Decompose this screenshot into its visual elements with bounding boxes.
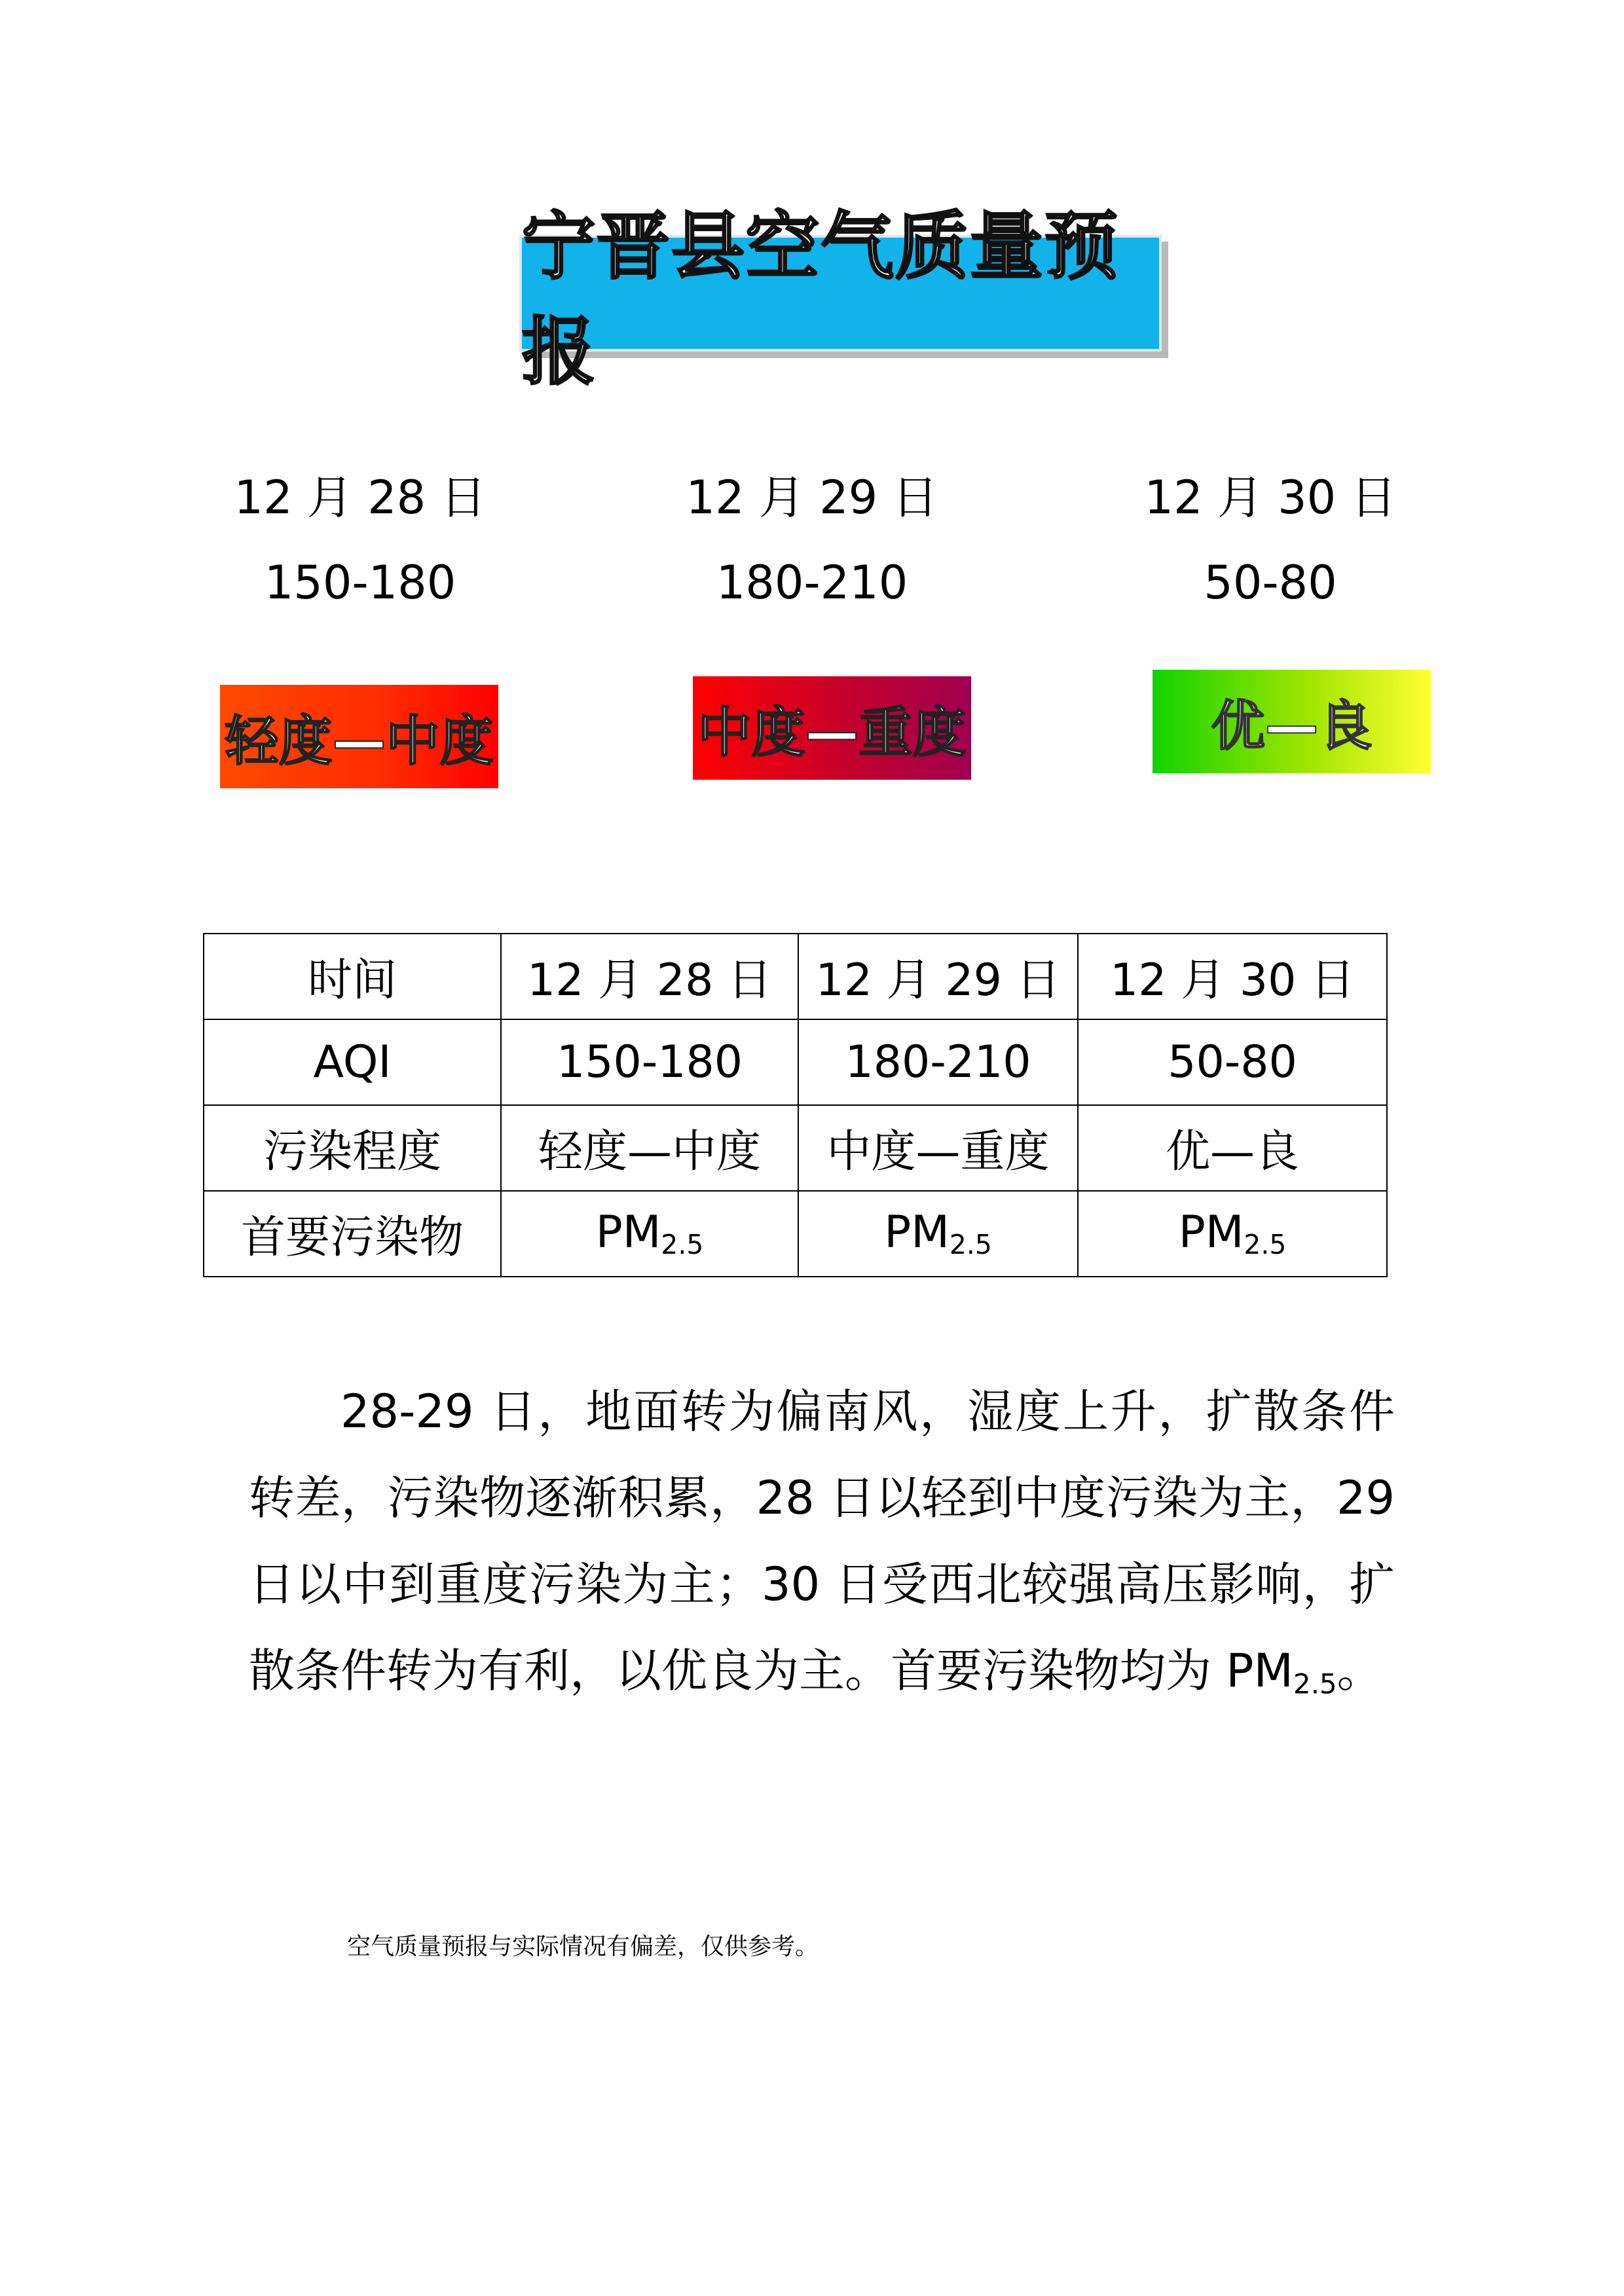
forecast-date: 12 月 30 日 [1144,471,1397,524]
level-badge-day-1 [220,685,498,788]
row-label-pollutant: 首要污染物 [204,1191,501,1277]
cell-level-2: 中度—重度 [798,1105,1078,1191]
row-label-aqi: AQI [204,1019,501,1105]
cell-level-3: 优—良 [1078,1105,1387,1191]
table-row [204,1191,1387,1277]
cell-date-1: 12 月 28 日 [501,934,798,1019]
forecast-day-3 [1107,468,1434,612]
forecast-date: 12 月 28 日 [234,471,487,524]
cell-date-3: 12 月 30 日 [1078,934,1387,1019]
forecast-day-2 [648,468,976,612]
row-label-time: 时间 [204,934,501,1019]
table-row [204,934,1387,1019]
page-title: 宁晋县空气质量预报 [522,204,1119,395]
forecast-day-1 [196,468,524,612]
cell-pollutant-2: $PM_{2.5}$ [798,1191,1078,1277]
level-badge-label: 优—良 [1211,695,1373,757]
cell-date-2: 12 月 29 日 [798,934,1078,1019]
forecast-description: 28-29 日，地面转为偏南风，湿度上升，扩散条件转差，污染物逐渐积累，28 日以轻到中度污染为主，29 日以中到重度污染为主；30 日受西北较强高压影响，扩散条件转为有利，以优良为主。首要污染物均为 $PM_{2.5}$。 [249,1385,1395,1700]
cell-aqi-1: 150-180 [501,1019,798,1105]
forecast-table [203,933,1388,1277]
forecast-aqi: 150-180 [264,556,456,610]
table-row [204,1105,1387,1191]
cell-aqi-2: 180-210 [798,1019,1078,1105]
forecast-aqi: 180-210 [716,556,908,610]
forecast-date: 12 月 29 日 [686,471,938,524]
disclaimer-note: 空气质量预报与实际情况有偏差，仅供参考。 [347,1933,819,1960]
cell-level-1: 轻度—中度 [501,1105,798,1191]
level-badge-label: 中度—重度 [697,701,967,764]
cell-pollutant-1: $PM_{2.5}$ [501,1191,798,1277]
forecast-aqi: 50-80 [1204,556,1337,610]
level-badge-label: 轻度—中度 [225,710,494,773]
row-label-level: 污染程度 [204,1105,501,1191]
level-badge-day-2 [693,676,971,780]
table-row [204,1019,1387,1105]
level-badge-day-3 [1153,670,1431,773]
cell-pollutant-3: $PM_{2.5}$ [1078,1191,1387,1277]
title-banner [519,204,1162,395]
cell-aqi-3: 50-80 [1078,1019,1387,1105]
